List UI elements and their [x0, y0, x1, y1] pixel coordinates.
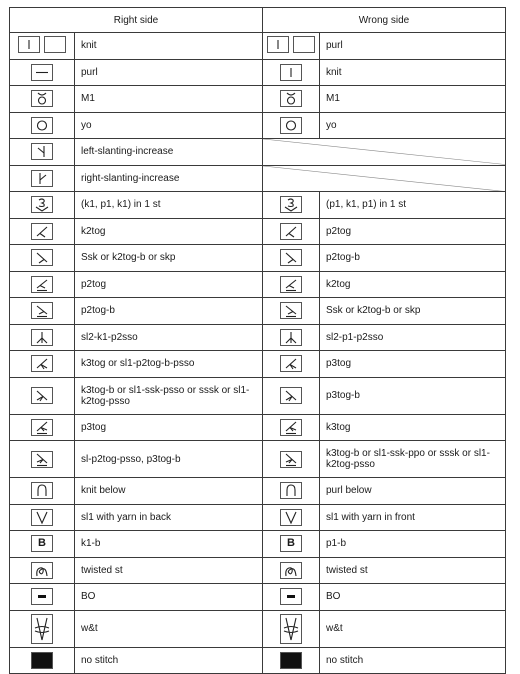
right-side-symbol-cell — [10, 218, 75, 245]
knit-icon — [267, 36, 289, 53]
twisted-icon — [31, 562, 53, 579]
right-side-symbol-cell — [10, 557, 75, 584]
right-side-description: Ssk or k2tog-b or skp — [75, 245, 263, 272]
right-double-decrease-icon — [31, 355, 53, 372]
table-row — [10, 86, 506, 113]
right-double-decrease-icon — [280, 355, 302, 372]
right-side-description: (k1, p1, k1) in 1 st — [75, 192, 263, 219]
right-side-description: knit below — [75, 478, 263, 505]
wrong-side-description: p2tog-b — [320, 245, 506, 272]
right-side-symbol-cell — [10, 112, 75, 139]
left-double-decrease-icon — [280, 387, 302, 404]
wrong-side-description: p3tog-b — [320, 377, 506, 414]
right-side-symbol-cell — [10, 298, 75, 325]
right-side-symbol-cell — [10, 414, 75, 441]
table-row — [10, 112, 506, 139]
table-row — [10, 298, 506, 325]
table-row — [10, 245, 506, 272]
table-row — [10, 192, 506, 219]
right-side-symbol-cell — [10, 165, 75, 192]
right-side-description: sl2-k1-p2sso — [75, 324, 263, 351]
right-decrease-icon — [280, 223, 302, 240]
three-in-one-icon — [31, 196, 53, 213]
wrong-side-symbol-cell — [263, 245, 320, 272]
table-row — [10, 504, 506, 531]
right-side-symbol-cell — [10, 478, 75, 505]
right-double-decrease-purl-icon — [31, 419, 53, 436]
left-double-decrease-icon — [31, 387, 53, 404]
right-side-description: k3tog-b or sl1-ssk-psso or sssk or sl1-k2tog-psso — [75, 377, 263, 414]
wrong-side-description: BO — [320, 584, 506, 611]
wrong-side-description: Ssk or k2tog-b or skp — [320, 298, 506, 325]
wrong-side-symbol-cell — [263, 351, 320, 378]
wrong-side-symbol-cell — [263, 414, 320, 441]
right-side-symbol-cell — [10, 139, 75, 166]
right-decrease-icon — [31, 223, 53, 240]
central-double-decrease-icon — [280, 329, 302, 346]
wrong-side-symbol-cell — [263, 478, 320, 505]
right-side-description: M1 — [75, 86, 263, 113]
right-side-description: k3tog or sl1-p2tog-b-psso — [75, 351, 263, 378]
wrong-side-symbol-cell — [263, 218, 320, 245]
left-slanting-increase-icon — [31, 143, 53, 160]
wrong-side-description: purl — [320, 33, 506, 60]
right-side-description: knit — [75, 33, 263, 60]
yo-icon — [280, 117, 302, 134]
yo-icon — [31, 117, 53, 134]
table-row — [10, 59, 506, 86]
left-decrease-purl-icon — [31, 302, 53, 319]
wrap-turn-icon — [31, 614, 53, 644]
three-in-one-icon — [280, 196, 302, 213]
right-side-description: k1-b — [75, 531, 263, 558]
right-side-description: p2tog-b — [75, 298, 263, 325]
right-side-description: yo — [75, 112, 263, 139]
no-stitch-icon — [31, 652, 53, 669]
header-right-side: Right side — [10, 8, 263, 33]
table-row — [10, 271, 506, 298]
slip-icon — [31, 509, 53, 526]
table-row — [10, 33, 506, 60]
wrong-side-symbol-cell — [263, 531, 320, 558]
wrong-side-symbol-cell — [263, 298, 320, 325]
right-side-symbol-cell — [10, 647, 75, 674]
central-double-decrease-icon — [31, 329, 53, 346]
table-row — [10, 377, 506, 414]
slip-icon — [280, 509, 302, 526]
b-icon-glyph: B — [287, 537, 295, 550]
wrong-side-description: sl1 with yarn in front — [320, 504, 506, 531]
wrong-side-symbol-cell — [263, 59, 320, 86]
right-side-symbol-cell — [10, 324, 75, 351]
header-wrong-side: Wrong side — [263, 8, 506, 33]
wrong-side-description: twisted st — [320, 557, 506, 584]
table-row — [10, 441, 506, 478]
right-side-description: sl1 with yarn in back — [75, 504, 263, 531]
wrong-side-symbol-cell — [263, 504, 320, 531]
right-side-description: purl — [75, 59, 263, 86]
left-double-decrease-purl-icon — [31, 451, 53, 468]
knit-icon — [18, 36, 40, 53]
blank-square-icon — [293, 36, 315, 53]
wrong-side-description: k3tog-b or sl1-ssk-ppo or sssk or sl1-k2tog-psso — [320, 441, 506, 478]
wrong-side-description: no stitch — [320, 647, 506, 674]
knit-below-icon — [280, 482, 302, 499]
wrong-side-description: yo — [320, 112, 506, 139]
right-side-symbol-cell — [10, 59, 75, 86]
right-side-description: p3tog — [75, 414, 263, 441]
right-side-description: BO — [75, 584, 263, 611]
wrong-side-symbol-cell — [263, 557, 320, 584]
knit-below-icon — [31, 482, 53, 499]
m1-icon — [31, 90, 53, 107]
right-side-symbol-cell — [10, 351, 75, 378]
table-row — [10, 584, 506, 611]
right-slanting-increase-icon — [31, 170, 53, 187]
right-decrease-purl-icon — [31, 276, 53, 293]
bind-off-icon — [280, 588, 302, 605]
wrong-side-description: (p1, k1, p1) in 1 st — [320, 192, 506, 219]
wrong-side-symbol-cell — [263, 647, 320, 674]
table-row — [10, 139, 506, 166]
table-row — [10, 478, 506, 505]
wrong-side-symbol-cell — [263, 324, 320, 351]
right-side-description: right-slanting-increase — [75, 165, 263, 192]
right-side-description: w&t — [75, 610, 263, 647]
right-side-description: no stitch — [75, 647, 263, 674]
wrong-side-description: p1-b — [320, 531, 506, 558]
empty-cell — [263, 165, 506, 192]
right-double-decrease-purl-icon — [280, 419, 302, 436]
b-icon — [280, 535, 302, 552]
wrong-side-description: w&t — [320, 610, 506, 647]
empty-cell — [263, 139, 506, 166]
wrong-side-symbol-cell — [263, 271, 320, 298]
wrong-side-description: purl below — [320, 478, 506, 505]
wrong-side-description: p3tog — [320, 351, 506, 378]
right-side-symbol-cell — [10, 504, 75, 531]
b-icon-glyph: B — [38, 537, 46, 550]
right-side-symbol-cell — [10, 531, 75, 558]
wrong-side-symbol-cell — [263, 86, 320, 113]
wrong-side-symbol-cell — [263, 584, 320, 611]
wrong-side-description: sl2-p1-p2sso — [320, 324, 506, 351]
right-side-description: k2tog — [75, 218, 263, 245]
no-stitch-icon — [280, 652, 302, 669]
right-side-symbol-cell — [10, 86, 75, 113]
right-side-symbol-cell — [10, 33, 75, 60]
wrong-side-description: knit — [320, 59, 506, 86]
bind-off-icon — [31, 588, 53, 605]
table-row — [10, 324, 506, 351]
right-side-symbol-cell — [10, 584, 75, 611]
wrong-side-symbol-cell — [263, 441, 320, 478]
left-decrease-icon — [280, 249, 302, 266]
right-side-symbol-cell — [10, 610, 75, 647]
twisted-icon — [280, 562, 302, 579]
wrong-side-description: M1 — [320, 86, 506, 113]
wrong-side-symbol-cell — [263, 33, 320, 60]
wrong-side-description: p2tog — [320, 218, 506, 245]
left-decrease-purl-icon — [280, 302, 302, 319]
right-side-symbol-cell — [10, 441, 75, 478]
table-row — [10, 531, 506, 558]
table-row — [10, 647, 506, 674]
wrap-turn-icon — [280, 614, 302, 644]
table-row — [10, 351, 506, 378]
wrong-side-symbol-cell — [263, 192, 320, 219]
right-side-symbol-cell — [10, 271, 75, 298]
right-side-description: sl-p2tog-psso, p3tog-b — [75, 441, 263, 478]
left-decrease-icon — [31, 249, 53, 266]
table-row — [10, 610, 506, 647]
m1-icon — [280, 90, 302, 107]
right-side-description: twisted st — [75, 557, 263, 584]
knit-icon — [280, 64, 302, 81]
right-side-symbol-cell — [10, 192, 75, 219]
right-side-description: p2tog — [75, 271, 263, 298]
table-row — [10, 165, 506, 192]
blank-square-icon — [44, 36, 66, 53]
purl-icon — [31, 64, 53, 81]
right-side-symbol-cell — [10, 377, 75, 414]
right-side-symbol-cell — [10, 245, 75, 272]
wrong-side-symbol-cell — [263, 610, 320, 647]
wrong-side-symbol-cell — [263, 112, 320, 139]
left-double-decrease-purl-icon — [280, 451, 302, 468]
wrong-side-description: k3tog — [320, 414, 506, 441]
right-side-description: left-slanting-increase — [75, 139, 263, 166]
b-icon — [31, 535, 53, 552]
right-decrease-purl-icon — [280, 276, 302, 293]
table-row — [10, 557, 506, 584]
wrong-side-description: k2tog — [320, 271, 506, 298]
wrong-side-symbol-cell — [263, 377, 320, 414]
table-row — [10, 218, 506, 245]
stitch-legend-table — [9, 7, 506, 674]
table-row — [10, 414, 506, 441]
